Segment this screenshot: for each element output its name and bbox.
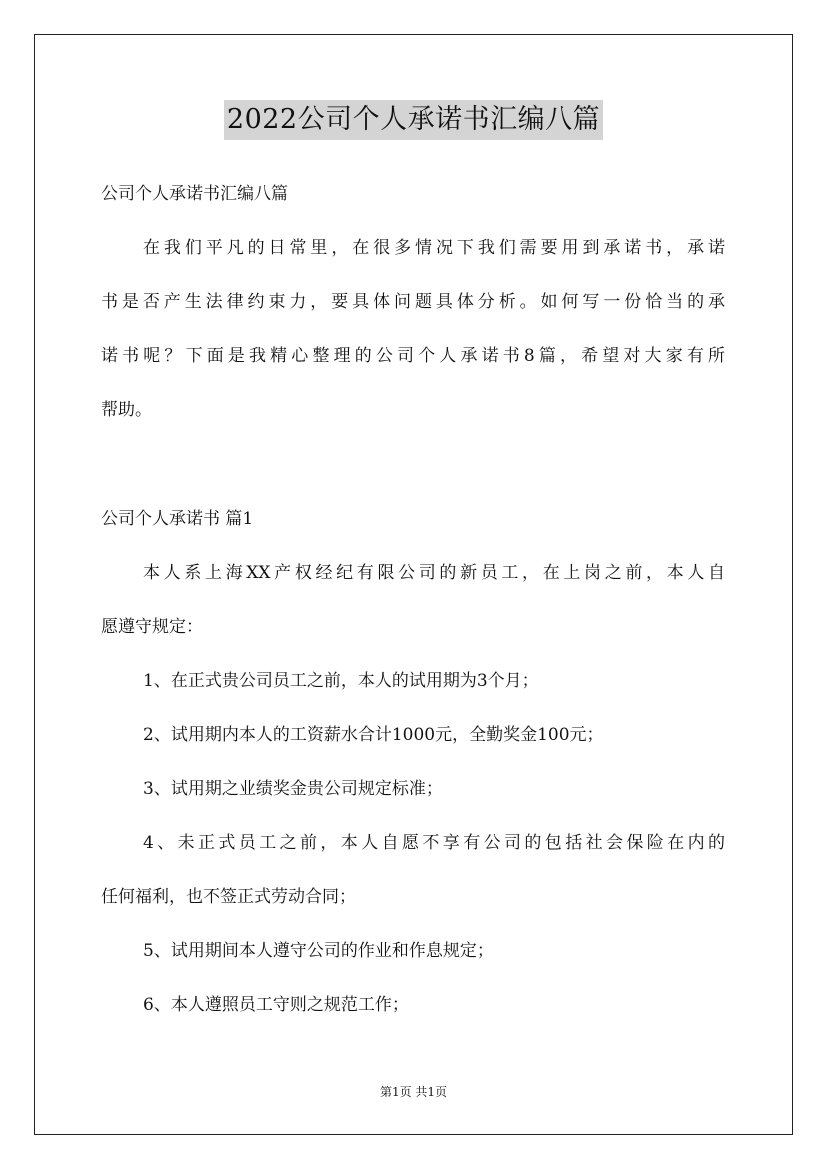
intro-line-2: 书是否产生法律约束力，要具体问题具体分析。如何写一份恰当的承 bbox=[101, 292, 725, 312]
intro-line-3: 诺书呢？下面是我精心整理的公司个人承诺书8篇，希望对大家有所 bbox=[101, 346, 725, 366]
list-item-2: 2、试用期内本人的工资薪水合计1000元，全勤奖金100元； bbox=[143, 725, 604, 745]
list-item-5: 5、试用期间本人遵守公司的作业和作息规定； bbox=[143, 941, 494, 961]
list-item-4-continued: 任何福利，也不签正式劳动合同； bbox=[101, 887, 356, 907]
list-item-1: 1、在正式贵公司员工之前，本人的试用期为3个月； bbox=[143, 671, 539, 691]
intro-line-1: 在我们平凡的日常里，在很多情况下我们需要用到承诺书，承诺 bbox=[143, 238, 725, 258]
list-item-6: 6、本人遵照员工守则之规范工作； bbox=[143, 995, 409, 1015]
section-line-2: 愿遵守规定： bbox=[101, 617, 203, 637]
section-line-1: 本人系上海XX产权经纪有限公司的新员工，在上岗之前，本人自 bbox=[143, 563, 725, 583]
document-title: 2022公司个人承诺书汇编八篇 bbox=[224, 100, 603, 140]
list-item-3: 3、试用期之业绩奖金贵公司规定标准； bbox=[143, 779, 443, 799]
title-container bbox=[0, 100, 827, 140]
intro-line-4: 帮助。 bbox=[101, 400, 152, 420]
document-subtitle: 公司个人承诺书汇编八篇 bbox=[101, 184, 288, 204]
section-heading: 公司个人承诺书 篇1 bbox=[101, 509, 254, 529]
list-item-4: 4、未正式员工之前，本人自愿不享有公司的包括社会保险在内的 bbox=[143, 833, 725, 853]
page-number-footer: 第1页 共1页 bbox=[379, 1085, 448, 1099]
